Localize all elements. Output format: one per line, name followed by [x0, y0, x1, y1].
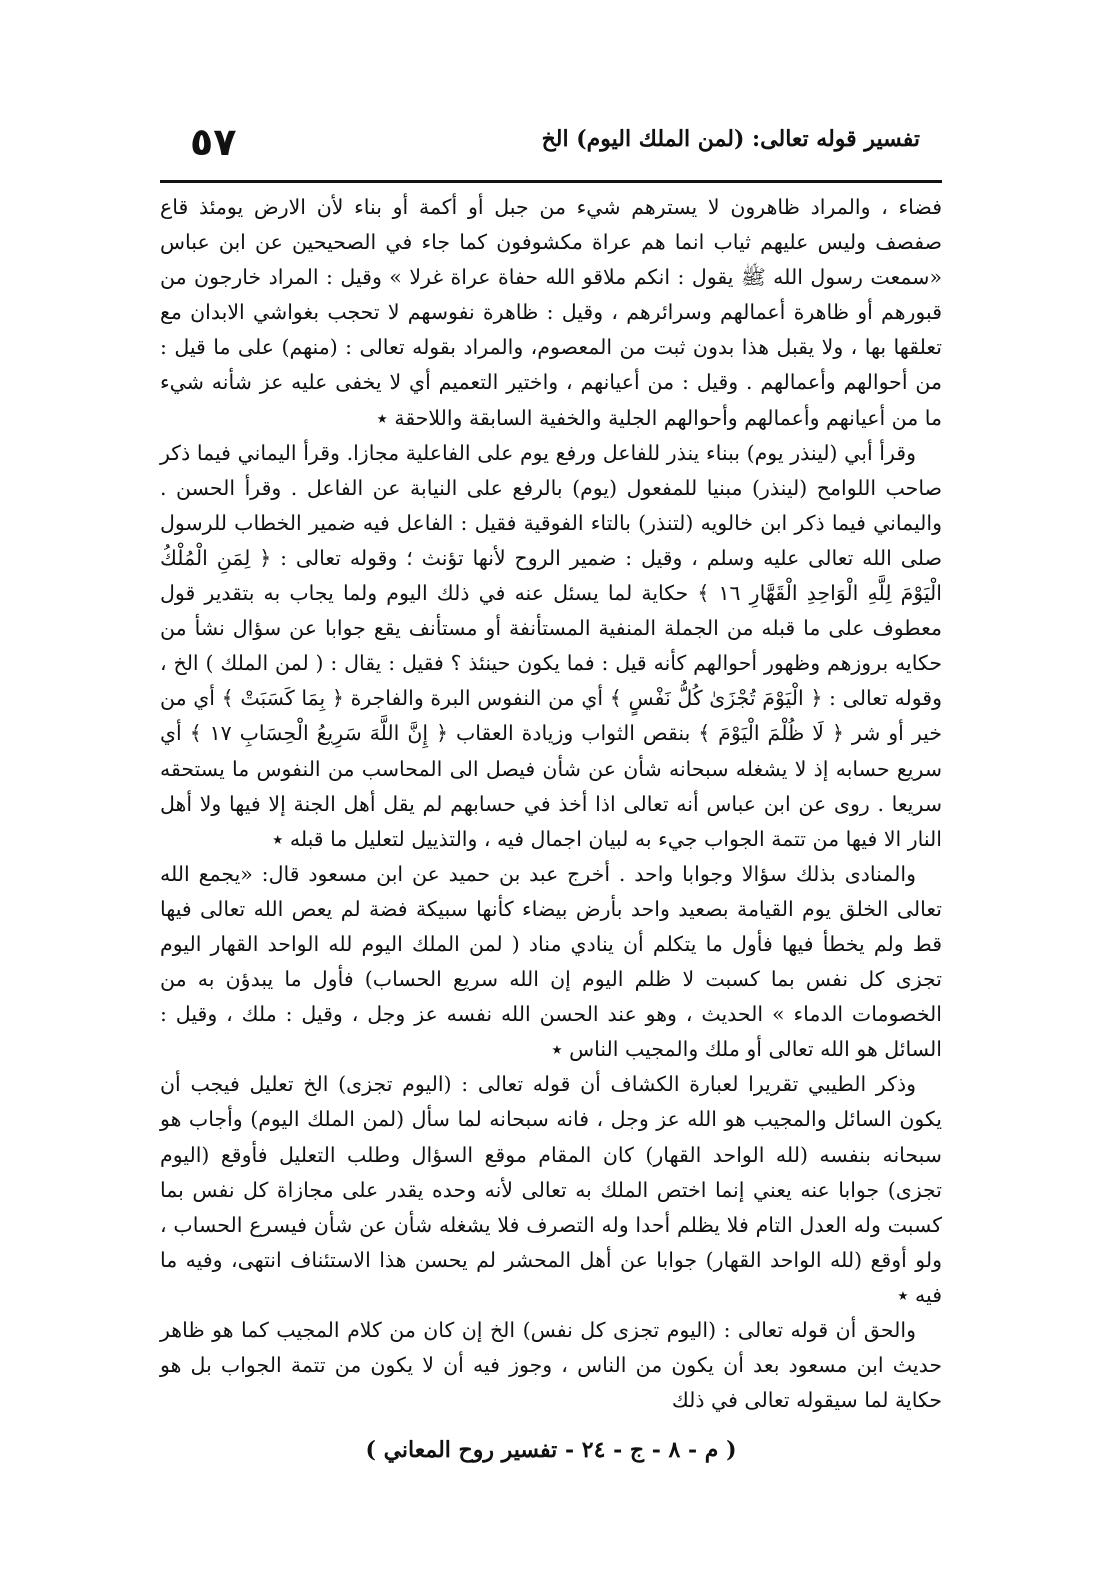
- paragraph: وقرأ أبي (لينذر يوم) ببناء ينذر للفاعل ورفع يوم على الفاعلية مجازا. وقرأ اليماني فيما ذكر صاحب اللوامح (لينذر) مبنيا للمفعول (يوم) بالرفع على النيابة عن الفاعل . وقرأ الحسن . واليماني فيما ذكر ابن خالويه (لتنذر) بالتاء الفوقية فقيل : الفاعل فيه ضمير الخطاب للرسول صلى الله تعالى عليه وسلم ، وقيل : ضمير الروح لأنها تؤنث ؛ وقوله تعالى : ﴿ لِمَنِ الْمُلْكُ الْيَوْمَ لِلَّهِ الْوَاحِدِ الْقَهَّارِ ١٦ ﴾ حكاية لما يسئل عنه في ذلك اليوم ولما يجاب به بتقدير قول معطوف على ما قبله من الجملة المنفية المستأنفة أو مستأنف يقع جوابا عن سؤال نشأ من حكايه بروزهم وظهور أحوالهم كأنه قيل : فما يكون حينئذ ؟ فقيل : يقال : ( لمن الملك ) الخ ، وقوله تعالى : ﴿ الْيَوْمَ تُجْزَىٰ كُلُّ نَفْسٍ ﴾ أي من النفوس البرة والفاجرة ﴿ بِمَا كَسَبَتْ ﴾ أي من خير أو شر ﴿ لَا ظُلْمَ الْيَوْمَ ﴾ بنقص الثواب وزيادة العقاب ﴿ إِنَّ اللَّهَ سَرِيعُ الْحِسَابِ ١٧ ﴾ أي سريع حسابه إذ لا يشغله سبحانه شأن عن شأن فيصل الى المحاسب من النفوس ما يستحقه سريعا . روى عن ابن عباس أنه تعالى اذا أخذ في حسابهم لم يقل أهل الجنة إلا فيها ولا أهل النار الا فيها من تتمة الجواب جيء به لبيان اجمال فيه ، والتذييل لتعليل ما قبله ٭: [160, 440, 943, 851]
- header-rule: [160, 180, 942, 183]
- signature-line: ( م - ٨ - ج - ٢٤ - تفسير روح المعاني ): [365, 1437, 737, 1463]
- paragraph: والحق أن قوله تعالى : (اليوم تجزى كل نفس) الخ إن كان من كلام المجيب كما هو ظاهر حديث ابن مسعود بعد أن يكون من الناس ، وجوز فيه أن لا يكون من تتمة الجواب بل هو حكاية لما سيقوله تعالى في ذلك: [160, 1318, 942, 1413]
- page-number: ٥٧: [190, 120, 237, 164]
- paragraph: وذكر الطيبي تقريرا لعبارة الكشاف أن قوله تعالى : (اليوم تجزى) الخ تعليل فيجب أن يكون السائل والمجيب هو الله عز وجل ، فانه سبحانه لما سأل (لمن الملك اليوم) وأجاب هو سبحانه بنفسه (لله الواحد القهار) كان المقام موقع السؤال وطلب التعليل فأوقع (اليوم تجزى) جوابا عنه يعني إنما اختص الملك به تعالى لأنه وحده يقدر على مجازاة كل نفس بما كسبت وله العدل التام فلا يظلم أحدا وله التصرف فلا يشغله شأن عن شأن فيسرع الحساب ، ولو أوقع (لله الواحد القهار) جوابا عن أهل المحشر لم يحسن هذا الاستئناف انتهى، وفيه ما فيه ٭: [160, 1072, 942, 1307]
- page-body: [160, 190, 942, 1418]
- paragraph: فضاء ، والمراد ظاهرون لا يسترهم شيء من جبل أو أكمة أو بناء لأن الارض يومئذ قاع صفصف وليس عليهم ثياب انما هم عراة مكشوفون كما جاء في الصحيحين عن ابن عباس «سمعت رسول الله ﷺ يقول : انكم ملاقو الله حفاة عراة غرلا » وقيل : المراد خارجون من قبورهم أو ظاهرة أعمالهم وسرائرهم ، وقيل : ظاهرة نفوسهم لا تحجب بغواشي الابدان مع تعلقها بها ، ولا يقبل هذا بدون ثبت من المعصوم، والمراد بقوله تعالى : (منهم) على ما قيل : من أحوالهم وأعمالهم . وقيل : من أعيانهم ، واختير التعميم أي لا يخفى عليه عز شأنه شيء ما من أعيانهم وأعمالهم وأحوالهم الجلية والخفية السابقة واللاحقة ٭: [160, 195, 942, 430]
- paragraph: والمنادى بذلك سؤالا وجوابا واحد . أخرج عبد بن حميد عن ابن مسعود قال: «يجمع الله تعالى الخلق يوم القيامة بصعيد واحد بأرض بيضاء كأنها سبيكة فضة لم يعص الله تعالى فيها قط ولم يخطأ فيها فأول ما يتكلم أن ينادي مناد ( لمن الملك اليوم لله الواحد القهار اليوم تجزى كل نفس بما كسبت لا ظلم اليوم إن الله سريع الحساب) فأول ما يبدؤن به من الخصومات الدماء » الحديث ، وهو عند الحسن الله نفسه عز وجل ، وقيل : ملك ، وقيل : السائل هو الله تعالى أو ملك والمجيب الناس ٭: [160, 861, 942, 1062]
- running-title: تفسير قوله تعالى: (لمن الملك اليوم) الخ: [541, 126, 920, 152]
- page-header: [190, 120, 920, 180]
